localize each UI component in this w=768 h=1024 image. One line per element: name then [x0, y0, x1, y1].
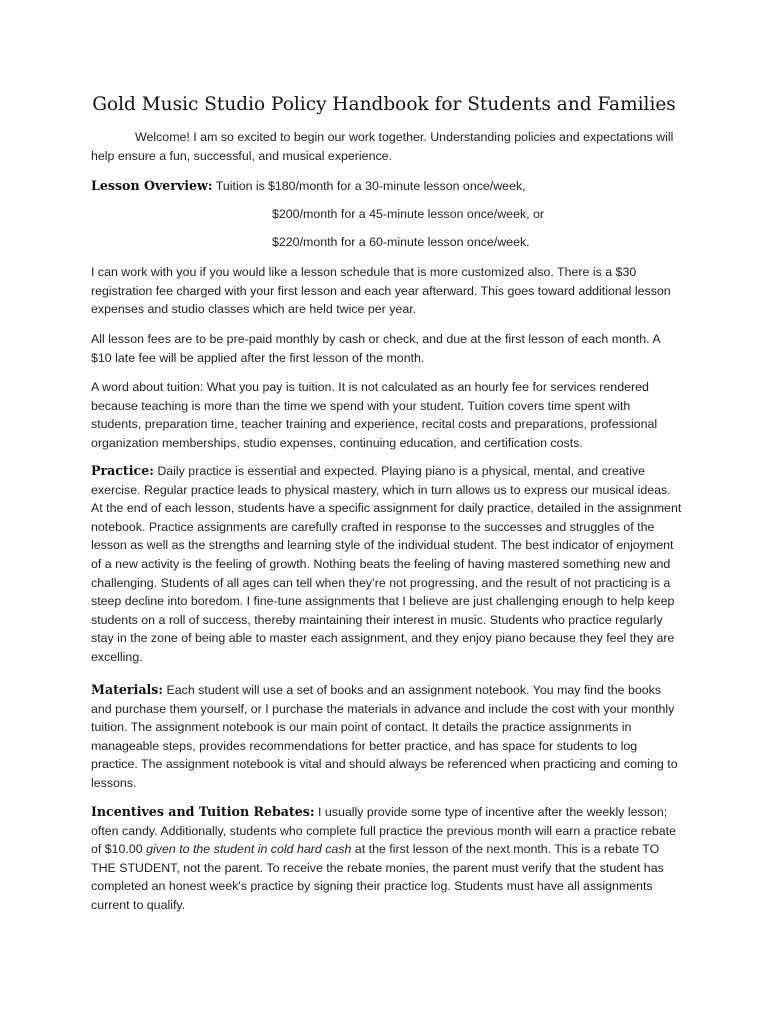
tuition-lead: Tuition is — [215, 179, 265, 193]
lesson-overview-line — [91, 177, 691, 196]
fees-paragraph: All lesson fees are to be pre-paid monthly by cash or check, and due at the first lesson of each month. A $10 late fee will be applied after the first lesson of the month. — [91, 332, 660, 365]
practice-paragraph — [91, 462, 683, 667]
lesson-overview-heading: Lesson Overview: — [91, 178, 213, 193]
incentives-body-italic: given to the student in cold hard cash — [146, 842, 352, 857]
tuition-note-paragraph: A word about tuition: What you pay is tuition. It is not calculated as an hourly fee for services rendered because teaching is more than the time we spend with your student. Tuition covers time spent with students, preparation time, teacher training and experience, recital costs and preparations, professional organization memberships, studio expenses, continuing education, and certification costs. — [91, 380, 658, 450]
rate-45-minute: $200/month for a 45-minute lesson once/week, or — [272, 207, 545, 221]
incentives-heading: Incentives and Tuition Rebates: — [91, 804, 315, 819]
practice-body: Daily practice is essential and expected. Playing piano is a physical, mental, and creative exercise. Regular practice leads to physical mastery, which in turn allows us to express our musical ideas. At the end of each lesson, students have a specific assignment for daily practice, detailed in the assignment notebook. Practice assignments are carefully crafted in response to the successes and struggles of the lesson as well as the strengths and learning style of the individual student. The best indicator of enjoyment of a new activity is the feeling of growth. Nothing beats the feeling of having mastered something new and challenging. Students of all ages can tell when they’re not progressing, and the result of not practicing is a steep decline into boredom. I fine-tune assignments that I believe are just challenging enough to help keep students on a roll of success, thereby maintaining their interest in music. Students who practice regularly stay in the zone of being able to master each assignment, and they enjoy piano because they feel they are excelling. — [91, 464, 682, 664]
materials-paragraph — [91, 681, 683, 793]
page-title: Gold Music Studio Policy Handbook for Students and Families — [92, 94, 676, 115]
rate-30-minute: $180/month for a 30-minute lesson once/week, — [268, 179, 526, 193]
rate-60-minute: $220/month for a 60-minute lesson once/week. — [272, 235, 530, 249]
materials-body: Each student will use a set of books and an assignment notebook. You may find the books and purchase them yourself, or I purchase the materials in advance and include the cost with your monthly tuition. The assignment notebook is our main point of contact. It details the practice assignments in manageable steps, provides recommendations for better practice, and has space for students to log practice. The assignment notebook is vital and should always be referenced when practicing and coming to lessons. — [91, 683, 678, 790]
custom-schedule-paragraph: I can work with you if you would like a lesson schedule that is more customized also. There is a $30 registration fee charged with your first lesson and each year afterward. This goes toward additional lesson expenses and studio classes which are held twice per year. — [91, 265, 671, 317]
materials-heading: Materials: — [91, 682, 164, 697]
welcome-paragraph: Welcome! I am so excited to begin our work together. Understanding policies and expectations will help ensure a fun, successful, and musical experience. — [91, 130, 674, 163]
incentives-body-start: I usually provide some type of incentive after the weekly lesson; often candy. Additionally, students who complete full practice the previous month will earn a practice rebate of $10.00 — [91, 805, 676, 857]
practice-heading: Practice: — [91, 463, 154, 478]
incentives-body-end: at the first lesson of the next month. This is a rebate TO THE STUDENT, not the parent. To receive the rebate monies, the parent must verify that the student has completed an honest week's practice by signing their practice log. Students must have all assignments current to qualify. — [91, 842, 664, 912]
incentives-paragraph — [91, 803, 683, 915]
